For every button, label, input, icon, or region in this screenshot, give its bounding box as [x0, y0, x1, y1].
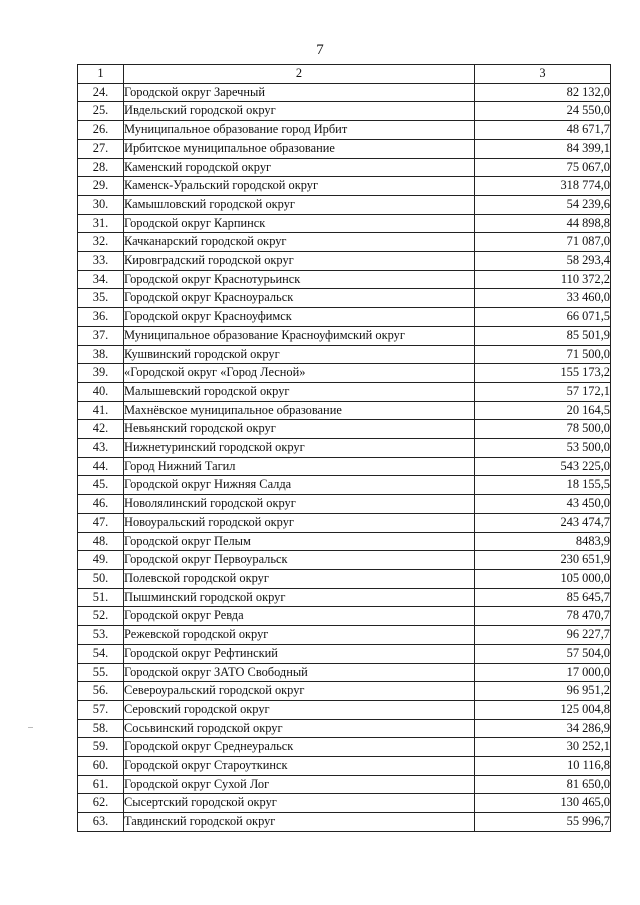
table-row [78, 83, 611, 102]
row-number: 25. [78, 102, 124, 121]
row-number: 47. [78, 513, 124, 532]
amount-value: 10 116,8 [475, 757, 611, 776]
table-row [78, 682, 611, 701]
row-number: 40. [78, 382, 124, 401]
amount-value: 243 474,7 [475, 513, 611, 532]
amount-value: 17 000,0 [475, 663, 611, 682]
table-row [78, 345, 611, 364]
row-number: 53. [78, 626, 124, 645]
row-number: 46. [78, 495, 124, 514]
amount-value: 85 501,9 [475, 326, 611, 345]
margin-mark [28, 727, 33, 728]
table-row [78, 457, 611, 476]
amount-value: 57 172,1 [475, 382, 611, 401]
table-row [78, 607, 611, 626]
table-row [78, 663, 611, 682]
amount-value: 34 286,9 [475, 719, 611, 738]
municipality-name: Режевской городской округ [124, 626, 475, 645]
row-number: 56. [78, 682, 124, 701]
row-number: 43. [78, 439, 124, 458]
amount-value: 96 951,2 [475, 682, 611, 701]
table-row [78, 382, 611, 401]
amount-value: 71 087,0 [475, 233, 611, 252]
amount-value: 8483,9 [475, 532, 611, 551]
amount-value: 96 227,7 [475, 626, 611, 645]
amount-value: 230 651,9 [475, 551, 611, 570]
amount-value: 81 650,0 [475, 775, 611, 794]
municipality-name: Североуральский городской округ [124, 682, 475, 701]
table-row [78, 476, 611, 495]
municipality-name: Малышевский городской округ [124, 382, 475, 401]
table-row [78, 644, 611, 663]
amount-value: 58 293,4 [475, 252, 611, 271]
municipality-name: «Городской округ «Город Лесной» [124, 364, 475, 383]
municipality-name: Городской округ Ревда [124, 607, 475, 626]
amount-value: 48 671,7 [475, 121, 611, 140]
table-row [78, 551, 611, 570]
municipality-name: Новоуральский городской округ [124, 513, 475, 532]
municipality-name: Кировградский городской округ [124, 252, 475, 271]
row-number: 48. [78, 532, 124, 551]
table-row [78, 719, 611, 738]
municipality-name: Городской округ Красноуфимск [124, 308, 475, 327]
row-number: 37. [78, 326, 124, 345]
row-number: 32. [78, 233, 124, 252]
municipality-name: Тавдинский городской округ [124, 813, 475, 832]
row-number: 58. [78, 719, 124, 738]
amount-value: 85 645,7 [475, 588, 611, 607]
row-number: 49. [78, 551, 124, 570]
table-row [78, 738, 611, 757]
table-body [78, 83, 611, 831]
municipality-name: Городской округ Пелым [124, 532, 475, 551]
row-number: 50. [78, 569, 124, 588]
table-row [78, 495, 611, 514]
row-number: 34. [78, 270, 124, 289]
row-number: 30. [78, 195, 124, 214]
row-number: 36. [78, 308, 124, 327]
amount-value: 18 155,5 [475, 476, 611, 495]
amount-value: 43 450,0 [475, 495, 611, 514]
table-row [78, 513, 611, 532]
municipality-name: Махнёвское муниципальное образование [124, 401, 475, 420]
amount-value: 125 004,8 [475, 700, 611, 719]
municipality-name: Городской округ ЗАТО Свободный [124, 663, 475, 682]
amount-value: 543 225,0 [475, 457, 611, 476]
amount-value: 82 132,0 [475, 83, 611, 102]
amount-value: 33 460,0 [475, 289, 611, 308]
table-row [78, 364, 611, 383]
table-header-row [78, 65, 611, 84]
amount-value: 155 173,2 [475, 364, 611, 383]
table-row [78, 439, 611, 458]
municipality-name: Нижнетуринский городской округ [124, 439, 475, 458]
table-row [78, 420, 611, 439]
municipality-name: Каменск-Уральский городской округ [124, 177, 475, 196]
amount-value: 53 500,0 [475, 439, 611, 458]
row-number: 29. [78, 177, 124, 196]
table-row [78, 214, 611, 233]
row-number: 39. [78, 364, 124, 383]
table-row [78, 700, 611, 719]
column-header-value: 3 [475, 65, 611, 84]
table-row [78, 139, 611, 158]
row-number: 63. [78, 813, 124, 832]
amount-value: 75 067,0 [475, 158, 611, 177]
column-header-name: 2 [124, 65, 475, 84]
row-number: 57. [78, 700, 124, 719]
row-number: 31. [78, 214, 124, 233]
row-number: 54. [78, 644, 124, 663]
municipality-name: Городской округ Среднеуральск [124, 738, 475, 757]
municipality-name: Сысертский городской округ [124, 794, 475, 813]
municipality-name: Городской округ Карпинск [124, 214, 475, 233]
amount-value: 24 550,0 [475, 102, 611, 121]
row-number: 61. [78, 775, 124, 794]
municipality-name: Качканарский городской округ [124, 233, 475, 252]
municipality-name: Полевской городской округ [124, 569, 475, 588]
amount-value: 20 164,5 [475, 401, 611, 420]
row-number: 52. [78, 607, 124, 626]
municipality-name: Городской округ Нижняя Салда [124, 476, 475, 495]
table-row [78, 794, 611, 813]
amount-value: 30 252,1 [475, 738, 611, 757]
municipality-name: Серовский городской округ [124, 700, 475, 719]
row-number: 62. [78, 794, 124, 813]
row-number: 45. [78, 476, 124, 495]
table-row [78, 121, 611, 140]
municipality-name: Городской округ Сухой Лог [124, 775, 475, 794]
table-row [78, 195, 611, 214]
municipality-name: Городской округ Рефтинский [124, 644, 475, 663]
amount-value: 84 399,1 [475, 139, 611, 158]
table-row [78, 102, 611, 121]
amount-value: 57 504,0 [475, 644, 611, 663]
table-row [78, 177, 611, 196]
table-row [78, 326, 611, 345]
allocation-table [77, 64, 611, 832]
row-number: 26. [78, 121, 124, 140]
municipality-name: Кушвинский городской округ [124, 345, 475, 364]
municipality-name: Сосьвинский городской округ [124, 719, 475, 738]
table-row [78, 252, 611, 271]
municipality-name: Город Нижний Тагил [124, 457, 475, 476]
municipality-name: Муниципальное образование Красноуфимский округ [124, 326, 475, 345]
municipality-name: Каменский городской округ [124, 158, 475, 177]
table-row [78, 158, 611, 177]
table-row [78, 270, 611, 289]
municipality-name: Невьянский городской округ [124, 420, 475, 439]
row-number: 33. [78, 252, 124, 271]
municipality-name: Городской округ Староуткинск [124, 757, 475, 776]
amount-value: 105 000,0 [475, 569, 611, 588]
row-number: 24. [78, 83, 124, 102]
row-number: 60. [78, 757, 124, 776]
municipality-name: Муниципальное образование город Ирбит [124, 121, 475, 140]
amount-value: 66 071,5 [475, 308, 611, 327]
row-number: 38. [78, 345, 124, 364]
table-row [78, 813, 611, 832]
row-number: 41. [78, 401, 124, 420]
table-row [78, 588, 611, 607]
table-row [78, 775, 611, 794]
table-row [78, 233, 611, 252]
row-number: 59. [78, 738, 124, 757]
amount-value: 55 996,7 [475, 813, 611, 832]
column-header-number: 1 [78, 65, 124, 84]
amount-value: 78 470,7 [475, 607, 611, 626]
amount-value: 71 500,0 [475, 345, 611, 364]
table-row [78, 757, 611, 776]
row-number: 51. [78, 588, 124, 607]
table-row [78, 626, 611, 645]
municipality-name: Ивдельский городской округ [124, 102, 475, 121]
amount-value: 130 465,0 [475, 794, 611, 813]
municipality-name: Городской округ Краснотурьинск [124, 270, 475, 289]
table-row [78, 532, 611, 551]
table-row [78, 401, 611, 420]
amount-value: 318 774,0 [475, 177, 611, 196]
municipality-name: Городской округ Заречный [124, 83, 475, 102]
table-row [78, 569, 611, 588]
municipality-name: Городской округ Красноуральск [124, 289, 475, 308]
amount-value: 78 500,0 [475, 420, 611, 439]
row-number: 35. [78, 289, 124, 308]
row-number: 42. [78, 420, 124, 439]
municipality-name: Новолялинский городской округ [124, 495, 475, 514]
amount-value: 44 898,8 [475, 214, 611, 233]
row-number: 55. [78, 663, 124, 682]
amount-value: 110 372,2 [475, 270, 611, 289]
municipality-name: Ирбитское муниципальное образование [124, 139, 475, 158]
row-number: 27. [78, 139, 124, 158]
table-row [78, 308, 611, 327]
table-row [78, 289, 611, 308]
row-number: 28. [78, 158, 124, 177]
row-number: 44. [78, 457, 124, 476]
amount-value: 54 239,6 [475, 195, 611, 214]
municipality-name: Камышловский городской округ [124, 195, 475, 214]
page-number: 7 [316, 42, 324, 58]
municipality-name: Городской округ Первоуральск [124, 551, 475, 570]
municipality-name: Пышминский городской округ [124, 588, 475, 607]
